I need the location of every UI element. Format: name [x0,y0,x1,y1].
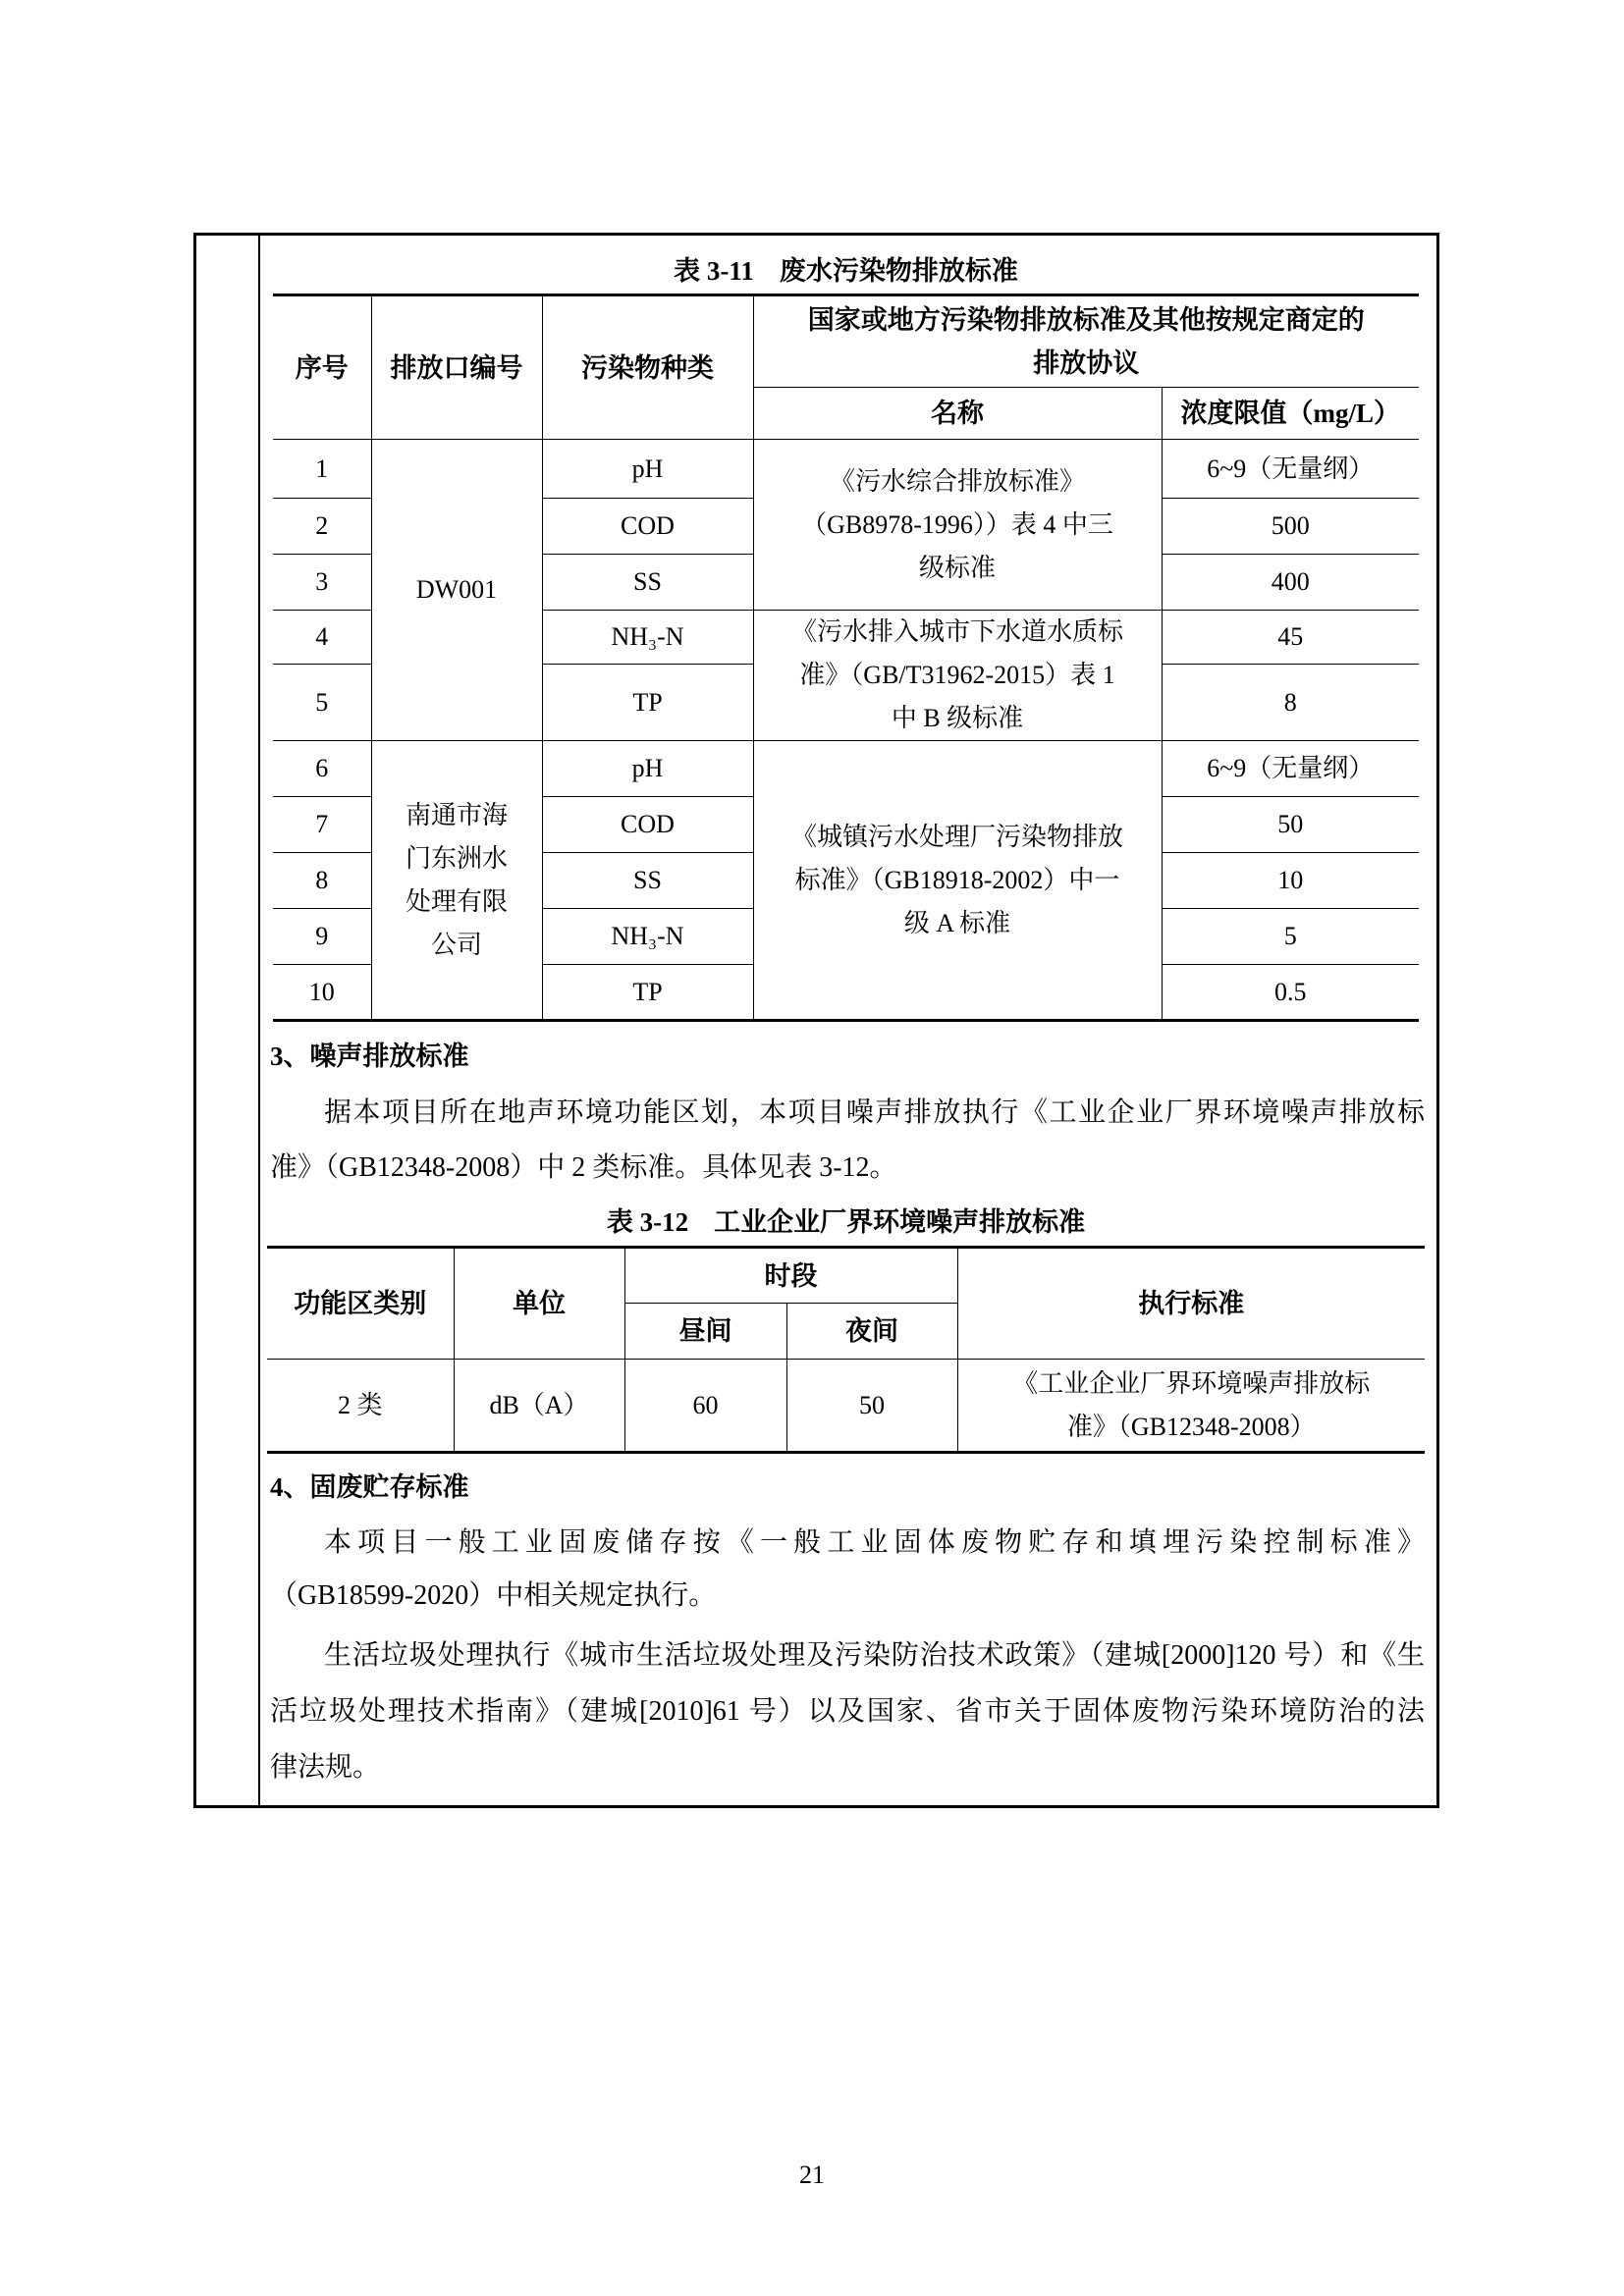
table-row [273,741,1419,797]
outlet-line: 门东洲水 [405,843,508,873]
limit-cell: 400 [1162,555,1419,611]
pollutant-cell: TP [542,665,753,741]
noise-paragraph [270,1086,1425,1196]
header-limit: 浓度限值（mg/L） [1162,388,1419,440]
limit-cell: 5 [1162,909,1419,965]
section-heading-noise: 3、噪声排放标准 [270,1041,469,1071]
pollutant-cell: NH₃-N [542,909,753,965]
seq-cell: 6 [273,741,371,797]
section-heading-solid-waste: 4、固废贮存标准 [270,1472,469,1502]
header-outlet: 排放口编号 [371,295,542,440]
seq-cell: 8 [273,853,371,909]
table-title: 废水污染物排放标准 [779,256,1018,286]
header-row [267,1248,1425,1304]
seq-cell: 5 [273,665,371,741]
pollutant-cell: pH [542,440,753,499]
header-standard: 执行标准 [957,1248,1425,1360]
standard-cell [957,1360,1425,1453]
pollutant-cell: SS [542,853,753,909]
limit-cell: 45 [1162,611,1419,665]
paragraph-line: 活垃圾处理技术指南》（建城[2010]61 号）以及国家、省市关于固体废物污染环境防治的法 [270,1696,1425,1727]
header-standard-group [753,295,1419,388]
seq-cell: 1 [273,440,371,499]
pollutant-cell: COD [542,499,753,555]
header-row [273,295,1419,388]
standard-cell [753,611,1162,741]
standard-line: 《城镇污水处理厂污染物排放 [790,822,1123,851]
standard-line: 《工业企业厂界环境噪声排放标 [1012,1368,1371,1398]
paragraph-line: 准》（GB12348-2008）中 2 类标准。具体见表 3-12。 [270,1152,897,1183]
limit-cell: 8 [1162,665,1419,741]
seq-cell: 2 [273,499,371,555]
limit-cell: 6~9（无量纲） [1162,741,1419,797]
table-title: 工业企业厂界环境噪声排放标准 [714,1207,1086,1237]
header-period: 时段 [624,1248,957,1304]
standard-line: 标准》（GB18918-2002）中一 [794,865,1120,894]
standard-line: 级 A 标准 [903,908,1011,937]
paragraph-line: 律法规。 [270,1752,381,1783]
limit-cell: 6~9（无量纲） [1162,440,1419,499]
day-limit-cell: 60 [624,1360,786,1453]
header-night: 夜间 [786,1304,957,1360]
table-number: 表 3-11 [674,256,754,286]
night-limit-cell: 50 [786,1360,957,1453]
standard-line: 中 B 级标准 [891,704,1024,732]
header-unit: 单位 [454,1248,624,1360]
limit-cell: 10 [1162,853,1419,909]
outlet-cell [371,440,542,741]
unit-cell: dB（A） [454,1360,624,1453]
pollutant-cell: COD [542,797,753,853]
zone-class-cell: 2 类 [267,1360,454,1453]
noise-standards-table [267,1246,1425,1454]
paragraph-line: 据本项目所在地声环境功能区划，本项目噪声排放执行《工业企业厂界环境噪声排放标 [324,1097,1425,1128]
standard-line: 准》（GB/T31962-2015）表 1 [799,661,1115,689]
table-3-12-caption [267,1202,1425,1242]
header-line: 排放协议 [1033,348,1140,378]
standard-line: 准》（GB12348-2008） [1066,1412,1316,1441]
solid-waste-paragraph [270,1517,1425,1623]
table-row [273,440,1419,499]
standard-cell [753,741,1162,1021]
header-zone-class: 功能区类别 [267,1248,454,1360]
standard-line: （GB8978-1996））表 4 中三 [801,509,1113,539]
paragraph-line: 本项目一般工业固废储存按《一般工业固体废物贮存和填埋污染控制标准》 [324,1527,1425,1558]
table-number: 表 3-12 [606,1207,689,1237]
table-row [267,1360,1425,1453]
header-seq: 序号 [273,295,371,440]
seq-cell: 7 [273,797,371,853]
limit-cell: 500 [1162,499,1419,555]
outlet-line: 公司 [430,930,482,959]
header-line: 国家或地方污染物排放标准及其他按规定商定的 [807,305,1365,335]
standard-cell [753,440,1162,611]
standard-line: 《污水综合排放标准》 [829,466,1085,496]
paragraph-line: 生活垃圾处理执行《城市生活垃圾处理及污染防治技术政策》（建城[2000]120 号）和《生 [324,1640,1425,1671]
pollutant-cell: NH₃-N [542,611,753,665]
limit-cell: 50 [1162,797,1419,853]
outlet-line: 南通市海 [405,800,508,829]
header-day: 昼间 [624,1304,786,1360]
header-name: 名称 [753,388,1162,440]
page-number: 21 [799,2161,825,2189]
seq-cell: 9 [273,909,371,965]
seq-cell: 4 [273,611,371,665]
standard-line: 《污水排入城市下水道水质标 [790,617,1123,646]
paragraph-line: （GB18599-2020）中相关规定执行。 [270,1580,717,1611]
pollutant-cell: TP [542,965,753,1021]
header-pollutant: 污染物种类 [542,295,753,440]
limit-cell: 0.5 [1162,965,1419,1021]
seq-cell: 10 [273,965,371,1021]
frame-left-column-divider [258,236,260,1805]
outlet-line: 处理有限 [405,886,508,916]
standard-line: 级标准 [918,553,996,582]
wastewater-standards-table [273,294,1419,1022]
table-3-11-caption [273,251,1419,291]
outlet-cell [371,741,542,1021]
pollutant-cell: pH [542,741,753,797]
pollutant-cell: SS [542,555,753,611]
outlet-line: DW001 [415,575,498,604]
seq-cell: 3 [273,555,371,611]
domestic-waste-paragraph [270,1628,1425,1795]
